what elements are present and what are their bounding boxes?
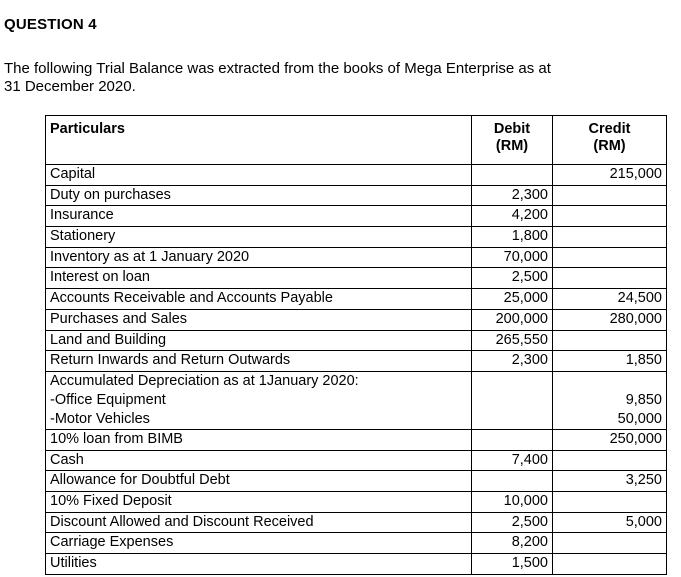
particulars-cell-line: Accumulated Depreciation as at 1January 2020:	[50, 372, 359, 389]
particulars-cell-line: Land and Building	[50, 331, 167, 348]
debit-cell-line: 8,200	[511, 534, 548, 551]
debit-cell-line: 2,300	[511, 352, 548, 369]
particulars-cell	[46, 512, 472, 533]
debit-cell-line: 200,000	[495, 310, 548, 327]
credit-cell	[553, 185, 667, 206]
debit-cell-line: 25,000	[503, 290, 548, 307]
table-row	[46, 185, 667, 206]
credit-cell	[553, 471, 667, 492]
credit-cell	[553, 351, 667, 372]
particulars-cell-line: Inventory as at 1 January 2020	[50, 248, 250, 265]
credit-cell	[553, 491, 667, 512]
header-credit: Credit (RM)	[553, 116, 667, 165]
particulars-cell	[46, 554, 472, 575]
debit-cell	[472, 450, 553, 471]
particulars-cell-line: Discount Allowed and Discount Received	[50, 513, 314, 530]
particulars-cell	[46, 351, 472, 372]
debit-cell	[472, 185, 553, 206]
credit-cell-line: 50,000	[617, 410, 662, 427]
credit-cell-line	[557, 492, 662, 511]
debit-cell	[472, 351, 553, 372]
particulars-cell	[46, 268, 472, 289]
particulars-cell-line: Capital	[50, 166, 96, 182]
credit-cell	[553, 206, 667, 227]
credit-cell	[553, 247, 667, 268]
debit-cell-line: 1,500	[511, 555, 548, 571]
credit-cell	[553, 165, 667, 186]
credit-cell	[553, 268, 667, 289]
credit-cell-line	[557, 206, 662, 225]
debit-cell	[472, 429, 553, 450]
particulars-cell	[46, 471, 472, 492]
debit-cell-line: 2,300	[511, 186, 548, 203]
table-row	[46, 554, 667, 575]
header-particulars: Particulars	[46, 116, 472, 165]
table-row	[46, 371, 667, 429]
particulars-cell-line: 10% Fixed Deposit	[50, 492, 172, 509]
debit-cell	[472, 289, 553, 310]
table-row	[46, 309, 667, 330]
credit-cell-line: 3,250	[625, 472, 662, 489]
particulars-cell-line: -Motor Vehicles	[50, 410, 150, 427]
credit-cell-line	[557, 248, 662, 267]
debit-cell-line: 70,000	[503, 248, 548, 265]
credit-cell	[553, 330, 667, 351]
debit-cell	[472, 247, 553, 268]
particulars-cell-line: Carriage Expenses	[50, 534, 174, 551]
question-title: QUESTION 4	[4, 16, 97, 33]
table-row	[46, 247, 667, 268]
particulars-cell	[46, 165, 472, 186]
credit-cell-line: 9,850	[625, 391, 662, 408]
credit-cell-line: 250,000	[609, 430, 662, 447]
credit-cell-line	[557, 268, 662, 287]
particulars-cell	[46, 247, 472, 268]
particulars-cell	[46, 309, 472, 330]
debit-cell-line: 7,400	[511, 451, 548, 468]
credit-cell-line	[557, 554, 662, 573]
particulars-cell	[46, 289, 472, 310]
intro-line-1: The following Trial Balance was extracted from the books of Mega Enterprise as at	[4, 60, 551, 77]
debit-cell-line: 10,000	[503, 492, 548, 509]
debit-cell	[472, 206, 553, 227]
particulars-cell	[46, 533, 472, 554]
header-debit: Debit (RM)	[472, 116, 553, 165]
credit-cell-line	[557, 331, 662, 350]
debit-cell	[472, 227, 553, 248]
particulars-cell-line: Allowance for Doubtful Debt	[50, 472, 230, 489]
particulars-cell	[46, 227, 472, 248]
table-row	[46, 289, 667, 310]
particulars-cell	[46, 429, 472, 450]
table-row	[46, 330, 667, 351]
debit-cell	[472, 491, 553, 512]
debit-cell	[472, 371, 553, 429]
credit-cell-line	[557, 186, 662, 205]
credit-cell-line: 24,500	[617, 290, 662, 307]
particulars-cell	[46, 371, 472, 429]
table-row	[46, 491, 667, 512]
credit-cell	[553, 371, 667, 429]
credit-cell	[553, 227, 667, 248]
debit-cell-line	[476, 410, 548, 429]
table-row	[46, 471, 667, 492]
table-row	[46, 227, 667, 248]
debit-cell	[472, 309, 553, 330]
table-row	[46, 450, 667, 471]
particulars-cell-line: Stationery	[50, 228, 116, 245]
table-row	[46, 351, 667, 372]
debit-cell	[472, 533, 553, 554]
credit-cell-line: 215,000	[609, 166, 662, 182]
particulars-cell	[46, 450, 472, 471]
table-row	[46, 206, 667, 227]
table-row	[46, 165, 667, 186]
particulars-cell-line: -Office Equipment	[50, 391, 166, 408]
credit-cell	[553, 554, 667, 575]
debit-cell-line: 2,500	[511, 513, 548, 530]
debit-cell	[472, 471, 553, 492]
table-row	[46, 512, 667, 533]
particulars-cell	[46, 330, 472, 351]
debit-cell-line: 1,800	[511, 228, 548, 245]
debit-cell	[472, 330, 553, 351]
table-row	[46, 268, 667, 289]
credit-cell-line: 5,000	[625, 513, 662, 530]
debit-cell-line: 265,550	[495, 331, 548, 348]
particulars-cell	[46, 491, 472, 512]
credit-cell	[553, 289, 667, 310]
particulars-cell-line: Insurance	[50, 207, 114, 224]
trial-balance-table	[45, 115, 667, 575]
credit-cell	[553, 512, 667, 533]
debit-cell	[472, 554, 553, 575]
particulars-cell-line: Utilities	[50, 555, 97, 571]
debit-cell-line	[476, 391, 548, 410]
particulars-cell-line: Duty on purchases	[50, 186, 171, 203]
table-row	[46, 533, 667, 554]
debit-cell-line	[476, 471, 548, 490]
credit-cell-line	[557, 227, 662, 246]
credit-cell	[553, 429, 667, 450]
credit-cell-line: 280,000	[609, 310, 662, 327]
credit-cell-line	[557, 451, 662, 470]
particulars-cell-line: Interest on loan	[50, 269, 150, 286]
debit-cell	[472, 268, 553, 289]
particulars-cell-line: Return Inwards and Return Outwards	[50, 352, 291, 369]
intro-line-2: 31 December 2020.	[4, 78, 136, 95]
particulars-cell-line: Accounts Receivable and Accounts Payable	[50, 290, 333, 307]
credit-cell	[553, 533, 667, 554]
particulars-cell	[46, 185, 472, 206]
debit-cell-line	[476, 372, 548, 391]
particulars-cell	[46, 206, 472, 227]
credit-cell	[553, 450, 667, 471]
debit-cell-line: 4,200	[511, 207, 548, 224]
intro-text	[4, 60, 664, 96]
credit-cell-line: 1,850	[625, 352, 662, 369]
table-row	[46, 429, 667, 450]
particulars-cell-line: Purchases and Sales	[50, 310, 188, 327]
table-header-row	[46, 116, 667, 165]
credit-cell-line	[557, 372, 662, 391]
debit-cell	[472, 512, 553, 533]
credit-cell	[553, 309, 667, 330]
debit-cell-line	[476, 165, 548, 184]
debit-cell-line	[476, 430, 548, 449]
particulars-cell-line: 10% loan from BIMB	[50, 430, 183, 447]
credit-cell-line	[557, 533, 662, 552]
debit-cell	[472, 165, 553, 186]
particulars-cell-line: Cash	[50, 451, 84, 468]
debit-cell-line: 2,500	[511, 269, 548, 286]
